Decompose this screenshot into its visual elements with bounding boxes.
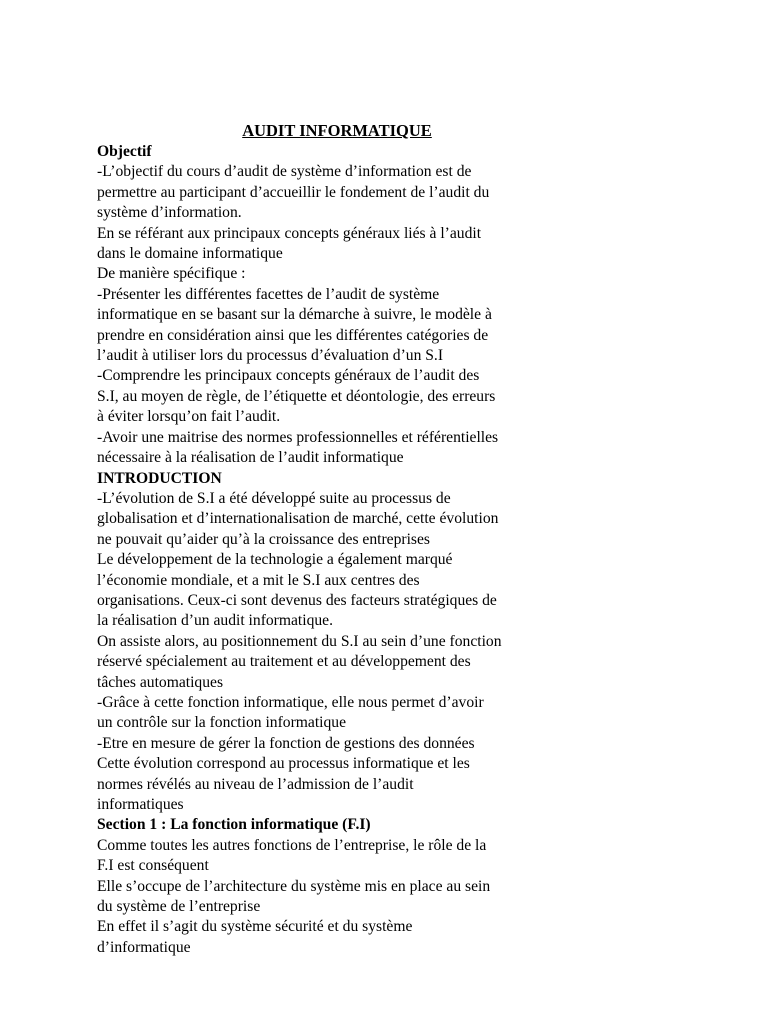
paragraph: En effet il s’agit du système sécurité et du système d’informatique: [97, 918, 413, 956]
paragraph: -Etre en mesure de gérer la fonction de gestions des données: [97, 734, 475, 752]
paragraph: -Comprendre les principaux concepts généraux de l’audit des S.I, au moyen de règle, de l’étiquette et déontologie, des erreurs à éviter lorsqu’on fait l’audit.: [97, 367, 496, 426]
document-title: AUDIT INFORMATIQUE: [242, 121, 432, 140]
paragraph: On assiste alors, au positionnement du S.I au sein d’une fonction réservé spécialement au traitement et au développement des tâches automatiques: [97, 632, 502, 691]
paragraph: En se référant aux principaux concepts généraux liés à l’audit dans le domaine informatique: [97, 224, 482, 263]
paragraph: -L’évolution de S.I a été développé suite au processus de globalisation et d’internationalisation de marché, cette évolution ne pouvait qu’aider qu’à la croissance des entreprises: [97, 489, 499, 548]
paragraph: -L’objectif du cours d’audit de système d’information est de permettre au participant d’accueillir le fondement de l’audit du système d’information.: [97, 163, 490, 222]
paragraph: -Grâce à cette fonction informatique, elle nous permet d’avoir un contrôle sur la fonction informatique: [97, 693, 484, 732]
document-page: [97, 120, 597, 958]
paragraph: Le développement de la technologie a également marqué l’économie mondiale, et a mit le S.I aux centres des organisations. Ceux-ci sont devenus des facteurs stratégiques de la réalisation d’un audit informatique.: [97, 551, 497, 630]
heading-section-1: Section 1 : La fonction informatique (F.I): [97, 816, 371, 834]
paragraph: -Présenter les différentes facettes de l’audit de système informatique en se basant sur la démarche à suivre, le modèle à prendre en considération ainsi que les différentes catégories de l’audit à utiliser lors du processus d’évaluation d’un S.I: [97, 285, 492, 365]
heading-introduction: INTRODUCTION: [97, 469, 222, 487]
heading-objectif: Objectif: [97, 143, 152, 160]
paragraph: -Avoir une maitrise des normes professionnelles et référentielles nécessaire à la réalisation de l’audit informatique: [97, 428, 499, 467]
paragraph: Elle s’occupe de l’architecture du système mis en place au sein du système de l’entreprise: [97, 877, 491, 916]
paragraph: Comme toutes les autres fonctions de l’entreprise, le rôle de la F.I est conséquent: [97, 836, 487, 875]
paragraph: Cette évolution correspond au processus informatique et les normes révélés au niveau de l’admission de l’audit informatiques: [97, 755, 470, 813]
paragraph: De manière spécifique :: [97, 265, 246, 283]
